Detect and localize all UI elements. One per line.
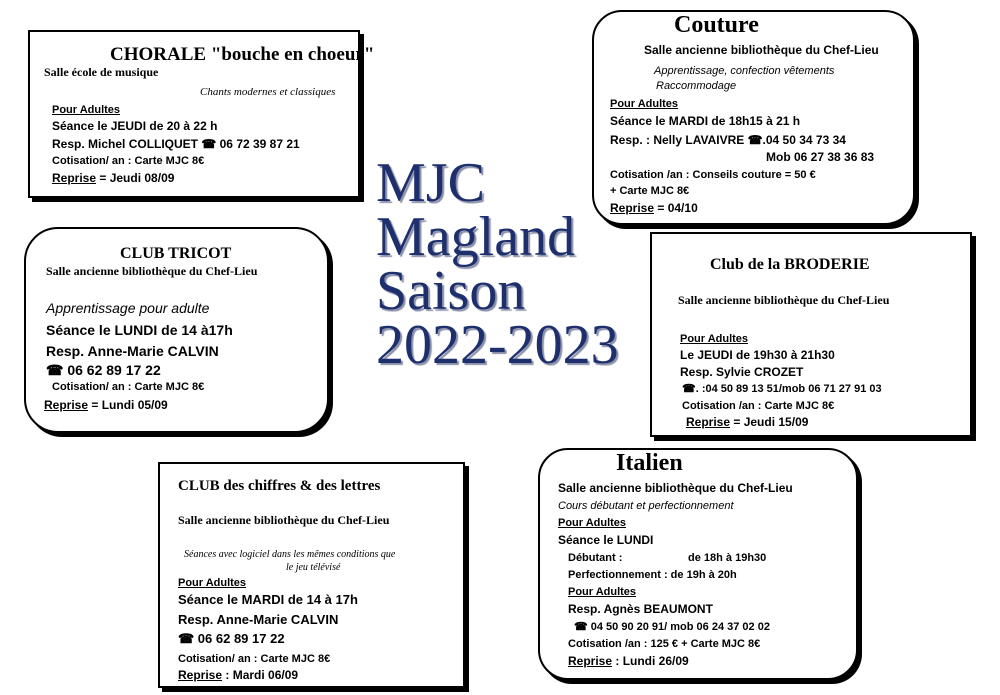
chiffres-reprise-label: Reprise — [178, 668, 223, 682]
italien-fee: Cotisation /an : 125 € + Carte MJC 8€ — [568, 638, 761, 650]
tricot-card — [24, 227, 329, 433]
chiffres-title: CLUB des chiffres & des lettres — [178, 478, 381, 494]
chiffres-room: Salle ancienne bibliothèque du Chef-Lieu — [178, 513, 390, 527]
broderie-reprise-value: = Jeudi 15/09 — [730, 415, 809, 429]
broderie-title: Club de la BRODERIE — [710, 256, 870, 273]
broderie-fee: Cotisation /an : Carte MJC 8€ — [682, 400, 835, 412]
couture-fee1: Cotisation /an : Conseils couture = 50 € — [610, 169, 816, 181]
chorale-card — [28, 30, 375, 198]
chorale-fee: Cotisation/ an : Carte MJC 8€ — [52, 155, 205, 167]
tricot-session: Séance le LUNDI de 14 à17h — [46, 322, 233, 338]
italien-level2: Perfectionnement : de 19h à 20h — [568, 569, 737, 581]
chiffres-phone: ☎ 06 62 89 17 22 — [178, 631, 285, 646]
italien-audience2: Pour Adultes — [568, 586, 637, 598]
tricot-reprise-label: Reprise — [44, 398, 89, 412]
chorale-session: Séance le JEUDI de 20 à 22 h — [52, 119, 218, 133]
couture-title: Couture — [674, 12, 759, 38]
main-title-line3: Saison — [376, 260, 526, 322]
chiffres-reprise-value: : Mardi 06/09 — [222, 668, 299, 682]
italien-room: Salle ancienne bibliothèque du Chef-Lieu — [558, 481, 793, 495]
italien-level1-value: de 18h à 19h30 — [688, 552, 767, 564]
tricot-room: Salle ancienne bibliothèque du Chef-Lieu — [46, 264, 258, 278]
broderie-phone: ☎. :04 50 89 13 51/mob 06 71 27 91 03 — [682, 383, 882, 395]
chiffres-card — [158, 462, 465, 688]
chorale-room: Salle école de musique — [44, 65, 159, 79]
chiffres-desc1: Séances avec logiciel dans les mêmes conditions que — [184, 549, 396, 560]
tricot-title: CLUB TRICOT — [120, 245, 232, 262]
italien-audience: Pour Adultes — [558, 517, 627, 529]
main-title-line4: 2022-2023 — [376, 314, 619, 376]
chorale-reprise-label: Reprise — [52, 171, 97, 185]
chiffres-desc2: le jeu télévisé — [286, 562, 341, 573]
chorale-reprise — [52, 172, 174, 186]
italien-phone: ☎ 04 50 90 20 91/ mob 06 24 37 02 02 — [574, 621, 770, 633]
broderie-session: Le JEUDI de 19h30 à 21h30 — [680, 348, 835, 362]
chorale-title: CHORALE "bouche en choeur" — [110, 44, 375, 65]
chiffres-fee: Cotisation/ an : Carte MJC 8€ — [178, 653, 331, 665]
chorale-resp: Resp. Michel COLLIQUET ☎ 06 72 39 87 21 — [52, 137, 300, 151]
couture-desc1: Apprentissage, confection vêtements — [654, 65, 835, 77]
chorale-reprise-value: = Jeudi 08/09 — [96, 171, 175, 185]
couture-resp: Resp. : Nelly LAVAIVRE ☎.04 50 34 73 34 — [610, 133, 846, 147]
couture-reprise — [610, 202, 698, 216]
italien-reprise-value: : Lundi 26/09 — [612, 654, 689, 668]
italien-resp: Resp. Agnès BEAUMONT — [568, 602, 713, 616]
main-title-line1: MJC — [376, 152, 485, 214]
couture-desc2: Raccommodage — [656, 80, 737, 92]
couture-resp-mob: Mob 06 27 38 36 83 — [766, 150, 875, 164]
chiffres-resp: Resp. Anne-Marie CALVIN — [178, 612, 339, 627]
couture-reprise-value: = 04/10 — [654, 201, 698, 215]
italien-title: Italien — [616, 450, 683, 476]
broderie-reprise — [686, 416, 808, 430]
broderie-card — [650, 232, 972, 437]
couture-audience: Pour Adultes — [610, 98, 679, 110]
tricot-desc: Apprentissage pour adulte — [46, 300, 210, 316]
chorale-audience: Pour Adultes — [52, 104, 121, 116]
tricot-reprise-value: = Lundi 05/09 — [88, 398, 168, 412]
main-title-line2: Magland — [376, 206, 576, 268]
broderie-room: Salle ancienne bibliothèque du Chef-Lieu — [678, 293, 890, 307]
chiffres-session: Séance le MARDI de 14 à 17h — [178, 592, 358, 607]
chiffres-audience: Pour Adultes — [178, 577, 247, 589]
tricot-phone: ☎ 06 62 89 17 22 — [46, 362, 161, 378]
tricot-fee: Cotisation/ an : Carte MJC 8€ — [52, 381, 205, 393]
broderie-resp: Resp. Sylvie CROZET — [680, 365, 804, 379]
broderie-reprise-label: Reprise — [686, 415, 731, 429]
italien-level1-label: Débutant : — [568, 552, 623, 564]
main-title — [376, 152, 619, 376]
chiffres-reprise — [178, 669, 298, 683]
italien-session: Séance le LUNDI — [558, 533, 654, 547]
tricot-resp: Resp. Anne-Marie CALVIN — [46, 343, 219, 359]
couture-reprise-label: Reprise — [610, 201, 655, 215]
couture-fee2: + Carte MJC 8€ — [610, 185, 690, 197]
couture-room: Salle ancienne bibliothèque du Chef-Lieu — [644, 43, 879, 57]
broderie-audience: Pour Adultes — [680, 333, 749, 345]
italien-desc: Cours débutant et perfectionnement — [558, 500, 734, 512]
chorale-desc: Chants modernes et classiques — [200, 86, 336, 98]
couture-card — [592, 10, 915, 225]
couture-session: Séance le MARDI de 18h15 à 21 h — [610, 114, 801, 128]
italien-card — [538, 448, 858, 680]
italien-reprise — [568, 655, 689, 669]
tricot-reprise — [44, 399, 168, 413]
italien-reprise-label: Reprise — [568, 654, 613, 668]
